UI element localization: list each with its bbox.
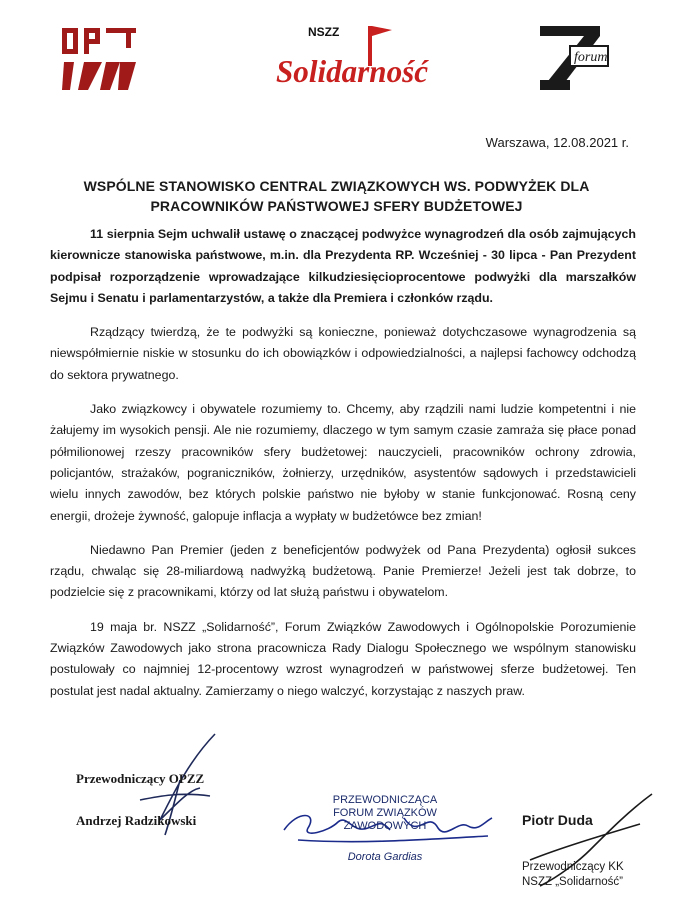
- signature-role-right: [522, 860, 624, 890]
- paragraph-5: 19 maja br. NSZZ „Solidarność”, Forum Związków Zawodowych i Ogólnopolskie Porozumienie Związków Zawodowych jako strona pracownicza Rady Dialogu Społecznego we wspólnym stanowisku postulowały co najmniej 12-procentowy wzrost wynagrodzeń w państwowej sferze budżetowej. Ten postulat jest nadal aktualny. Zamierzamy o niego walczyć, korzystając z naszych praw.: [50, 619, 636, 698]
- signature-role-right-line-1: Przewodniczący KK: [522, 861, 624, 873]
- solidarnosc-logo-icon: [272, 20, 432, 96]
- signature-block-right: [522, 812, 624, 890]
- signature-role-left: Przewodniczący OPZZ: [76, 771, 205, 786]
- signature-block-middle: [300, 794, 470, 864]
- signature-role-middle: PRZEWODNICZĄCA: [332, 794, 438, 806]
- paragraph-4: Niedawno Pan Premier (jeden z beneficjentów podwyżek od Pana Prezydenta) ogłosił sukces rządu, chwaląc się 28-miliardową nadwyżką budżetową. Panie Premierze! Jeżeli jest tak dobrze, to podzielcie się z pracownikami, którzy od lat służą państwu i obywatelom.: [50, 542, 636, 600]
- title-line-1: WSPÓLNE STANOWISKO CENTRAL ZWIĄZKOWYCH WS. PODWYŻEK DLA: [83, 178, 590, 194]
- letter-body: [50, 224, 636, 715]
- opzz-logo-icon: [60, 26, 138, 92]
- letter-date: Warszawa, 12.08.2021 r.: [485, 135, 629, 150]
- solidarnosc-text: Solidarność: [276, 53, 430, 89]
- paragraph-1: 11 sierpnia Sejm uchwalił ustawę o znaczącej podwyżce wynagrodzeń dla osób zajmujących kierownicze stanowiska państwowe, m.in. dla Prezydenta RP. Wcześniej - 30 lipca - Pan Prezydent podpisał rozporządzenie wprowadzające kilkudziesięcioprocentowe podwyżki dla marszałków Sejmu i Senatu i parlamentarzystów, a także dla Premiera i członków rządu.: [50, 227, 636, 305]
- signature-block-left: [76, 771, 204, 829]
- letter-title: [50, 176, 623, 216]
- forum-text: forum: [574, 50, 608, 65]
- title-line-2: PRACOWNIKÓW PAŃSTWOWEJ SFERY BUDŻETOWEJ: [150, 198, 523, 214]
- signature-org-middle: FORUM ZWIĄZKÓW ZAWODOWYCH: [333, 807, 437, 832]
- signature-name-middle: Dorota Gardias: [347, 851, 423, 863]
- signature-role-right-line-2: NSZZ „Solidarność”: [522, 876, 623, 888]
- forum-logo-icon: [534, 24, 610, 94]
- signature-name-left: Andrzej Radzikowski: [76, 813, 197, 828]
- paragraph-2: Rządzący twierdzą, że te podwyżki są konieczne, ponieważ dotychczasowe wynagrodzenia są niewspółmiernie niskie w stosunku do ich obowiązków i odpowiedzialności, a najlepsi fachowcy odchodzą do sektora prywatnego.: [50, 325, 636, 382]
- nszz-text: NSZZ: [308, 25, 340, 39]
- paragraph-3: Jako związkowcy i obywatele rozumiemy to. Chcemy, aby rządzili nami ludzie kompetentni i nie żałujemy im wysokich pensji. Ale nie rozumiemy, dlaczego w tym samym czasie zamraża się płace ponad półmilionowej rzeszy pracowników sfery budżetowej: nauczycieli, pracowników ochrony zdrowia, policjantów, strażaków, pograniczników, żołnierzy, urzędników, asystentów sądowych i przedstawicieli wielu innych zawodów, bez których polskie państwo nie byłoby w stanie funkcjonować. Rosną ceny energii, drożeje żywność, galopuje inflacja a wypłaty w budżetówce bez zmian!: [50, 402, 636, 523]
- signature-name-right: Piotr Duda: [522, 812, 593, 828]
